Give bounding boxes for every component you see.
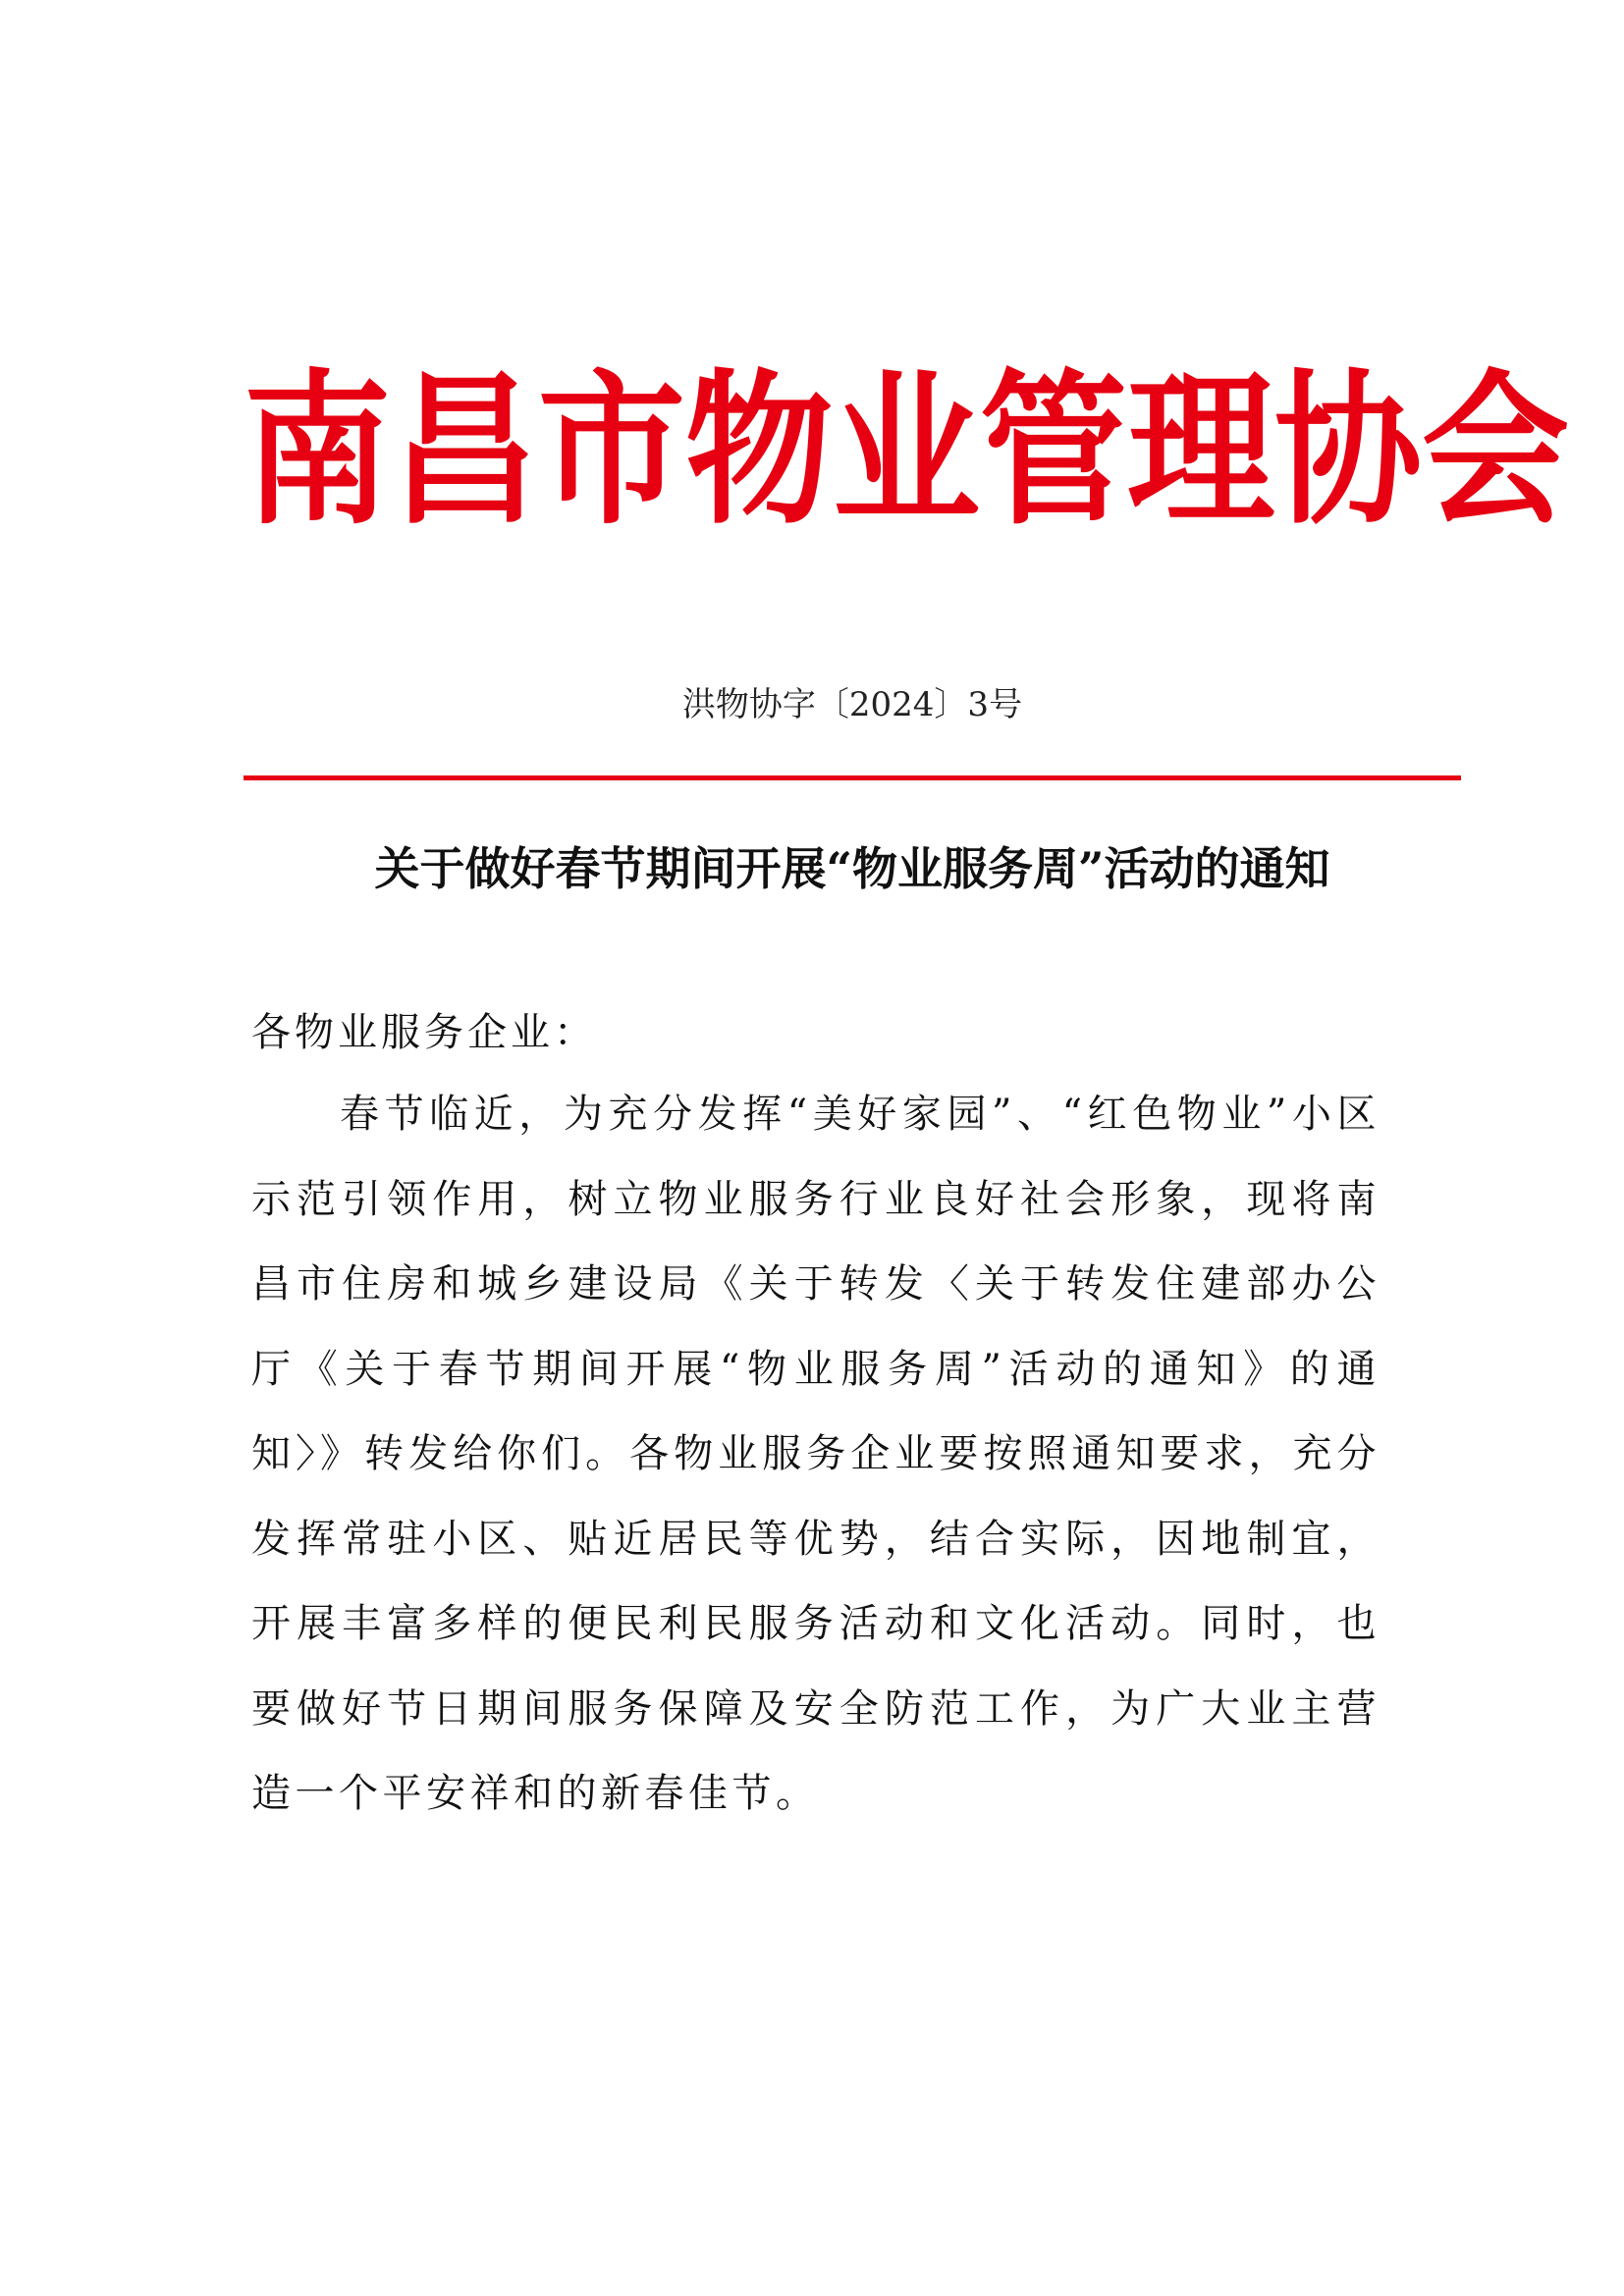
organization-header: 南昌市物业管理协会 (244, 355, 1570, 548)
document-number: 洪物协字〔2024〕3号 (681, 685, 1023, 724)
red-divider-line (244, 775, 1461, 780)
notice-title: 关于做好春节期间开展“物业服务周”活动的通知 (374, 842, 1330, 895)
notice-body-paragraph: 春节临近，为充分发挥“美好家园”、“红色物业”小区示范引领作用，树立物业服务行业良好社会形象，现将南昌市住房和城乡建设局《关于转发〈关于转发住建部办公厅《关于春节期间开展“物业服务周”活动的通知》的通知〉》转发给你们。各物业服务企业要按照通知要求，充分发挥常驻小区、贴近居民等优势，结合实际，因地制宜，开展丰富多样的便民利民服务活动和文化活动。同时，也要做好节日期间服务保障及安全防范工作，为广大业主营造一个平安祥和的新春佳节。 (251, 1092, 1380, 1816)
salutation: 各物业服务企业： (251, 1010, 597, 1055)
